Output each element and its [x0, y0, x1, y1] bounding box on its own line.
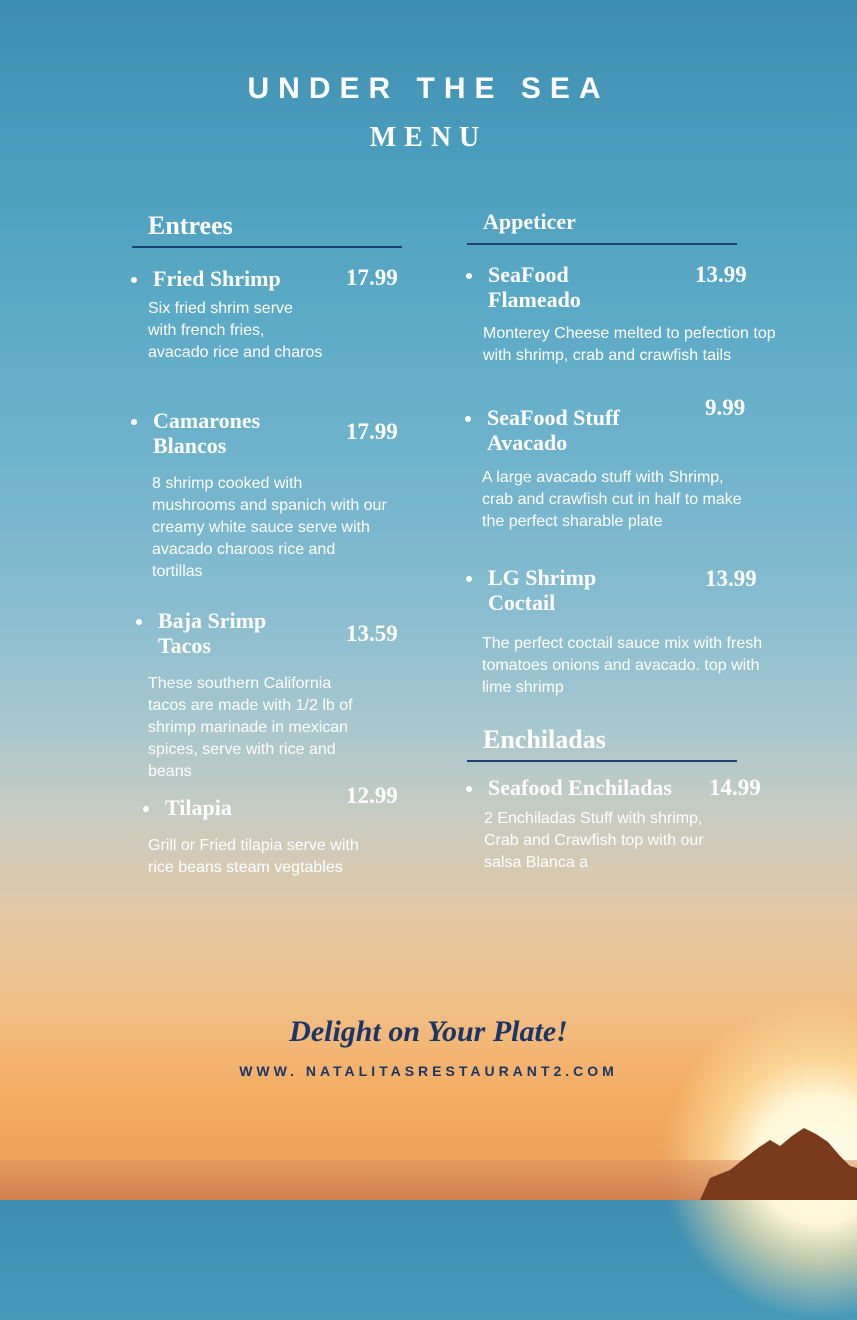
item-description: A large avacado stuff with Shrimp, crab and crawfish cut in half to make the perfect sharable plate: [482, 469, 742, 530]
item-price: 17.99: [346, 419, 398, 444]
item-name: Baja Srimp Tacos: [158, 608, 267, 658]
item-name: Tilapia: [165, 795, 232, 820]
menu-subtitle: MENU: [369, 122, 488, 153]
item-description: Monterey Cheese melted to pefection top with shrimp, crab and crawfish tails: [483, 325, 776, 364]
item-name: Fried Shrimp: [153, 266, 281, 291]
bullet-icon: [466, 273, 472, 279]
appetizer-divider: [467, 243, 737, 245]
item-name: Camarones Blancos: [153, 408, 261, 458]
enchiladas-divider: [467, 760, 737, 762]
item-price: 9.99: [705, 395, 746, 420]
bullet-icon: [465, 416, 471, 422]
bullet-icon: [466, 576, 472, 582]
item-description: These southern California tacos are made with 1/2 lb of shrimp marinade in mexican spices, serve with rice and beans: [148, 675, 353, 780]
appetizer-heading: Appeticer: [483, 209, 576, 234]
rock-silhouette: [700, 1118, 857, 1200]
item-name: SeaFood Flameado: [488, 262, 581, 312]
item-price: 13.99: [705, 566, 757, 591]
item-description: 2 Enchiladas Stuff with shrimp, Crab and Crawfish top with our salsa Blanca a: [484, 810, 704, 871]
item-price: 12.99: [346, 783, 398, 808]
item-name: LG Shrimp Coctail: [488, 565, 597, 615]
entrees-divider: [132, 246, 402, 248]
bullet-icon: [143, 806, 149, 812]
item-price: 14.99: [709, 775, 761, 800]
bullet-icon: [131, 419, 137, 425]
website-link[interactable]: WWW. NATALITASRESTAURANT2.COM: [239, 1063, 618, 1079]
item-name: SeaFood Stuff Avacado: [487, 405, 620, 455]
item-description: Six fried shrim serve with french fries, avacado rice and charos: [148, 300, 323, 361]
item-description: Grill or Fried tilapia serve with rice beans steam vegtables: [148, 837, 359, 876]
item-name: Seafood Enchiladas: [488, 775, 672, 800]
bullet-icon: [131, 277, 137, 283]
item-price: 13.99: [695, 262, 747, 287]
bullet-icon: [136, 619, 142, 625]
menu-title: UNDER THE SEA: [247, 72, 610, 105]
item-price: 13.59: [346, 621, 398, 646]
bullet-icon: [466, 786, 472, 792]
enchiladas-heading: Enchiladas: [483, 725, 606, 754]
item-description: The perfect coctail sauce mix with fresh tomatoes onions and avacado. top with lime shrimp: [482, 635, 763, 696]
item-price: 17.99: [346, 265, 398, 290]
item-description: 8 shrimp cooked with mushrooms and spanich with our creamy white sauce serve with avacado charoos rice and tortillas: [152, 475, 387, 580]
tagline: Delight on Your Plate!: [289, 1015, 568, 1048]
entrees-heading: Entrees: [148, 211, 233, 240]
